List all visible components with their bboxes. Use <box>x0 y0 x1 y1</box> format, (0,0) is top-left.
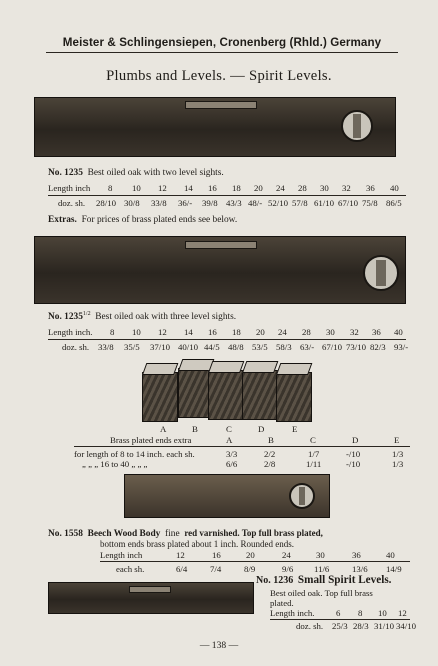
price-cell: 86/5 <box>386 198 402 208</box>
length-cell: 20 <box>256 327 265 337</box>
length-cell: 8 <box>108 183 113 193</box>
item-1235-half-line <box>48 311 236 322</box>
length-cell: 18 <box>232 183 241 193</box>
price-cell: 37/10 <box>150 342 171 352</box>
length-label: Length inch <box>48 183 91 193</box>
item-1236-number: No. 1236 <box>256 575 294 586</box>
price-cell: 11/6 <box>314 564 330 574</box>
ends-cell: 1/11 <box>306 459 322 469</box>
item-1236-desc1: Best oiled oak. Top full brass <box>270 588 373 598</box>
page-title: Plumbs and Levels. — Spirit Levels. <box>106 68 332 84</box>
item-1235-desc: Best oiled oak with two level sights. <box>87 168 224 178</box>
length-cell: 40 <box>390 183 399 193</box>
price-cell: 82/3 <box>370 342 386 352</box>
table-rule <box>48 195 406 196</box>
brass-end-image-e <box>276 372 312 422</box>
item-1235-half-number: No. 1235 <box>48 312 83 323</box>
ends-col-header: C <box>310 435 316 445</box>
item-1236-line <box>256 574 391 586</box>
ends-col-header: A <box>226 435 233 445</box>
length-cell: 32 <box>342 183 351 193</box>
length-cell: 8 <box>110 327 115 337</box>
end-letter: E <box>292 424 298 434</box>
price-cell: 7/4 <box>210 564 222 574</box>
price-cell: 44/5 <box>204 342 220 352</box>
length-cell: 8 <box>358 608 363 618</box>
price-cell: 40/10 <box>178 342 199 352</box>
price-cell: 48/- <box>248 198 263 208</box>
item-1236-desc2: plated. <box>270 598 294 608</box>
level-sight-plate <box>129 586 171 593</box>
ends-cell: 1/7 <box>308 449 320 459</box>
end-letter: C <box>226 424 232 434</box>
length-label: Length inch. <box>270 608 315 618</box>
ends-title: Brass plated ends extra <box>110 435 192 445</box>
length-cell: 12 <box>158 327 167 337</box>
price-label: doz. sh. <box>58 198 86 208</box>
length-cell: 12 <box>398 608 407 618</box>
table-rule <box>270 619 410 620</box>
length-cell: 10 <box>132 327 141 337</box>
item-1558-number: No. 1558 <box>48 529 83 539</box>
price-cell: 67/10 <box>338 198 359 208</box>
level-sight-plate <box>185 241 257 249</box>
length-cell: 20 <box>254 183 263 193</box>
length-cell: 24 <box>282 550 291 560</box>
ends-row-label: „ „ „ 16 to 40 „ „ „ <box>82 459 148 469</box>
length-cell: 40 <box>394 327 403 337</box>
end-letter: A <box>160 424 167 434</box>
price-cell: 36/- <box>178 198 193 208</box>
price-cell: 73/10 <box>346 342 367 352</box>
ends-cell: 1/3 <box>392 449 404 459</box>
brass-end-image-a <box>142 372 178 422</box>
ends-cell: -/10 <box>346 459 361 469</box>
length-cell: 18 <box>232 327 241 337</box>
length-cell: 16 <box>208 327 217 337</box>
price-label: each sh. <box>116 564 145 574</box>
length-cell: 28 <box>302 327 311 337</box>
price-cell: 28/3 <box>353 621 369 631</box>
extras-label: Extras. <box>48 215 77 225</box>
length-cell: 32 <box>350 327 359 337</box>
price-cell: 14/9 <box>386 564 402 574</box>
item-1235-line <box>48 168 224 178</box>
price-cell: 39/8 <box>202 198 218 208</box>
price-cell: 63/- <box>300 342 315 352</box>
price-cell: 6/4 <box>176 564 188 574</box>
end-letter: D <box>258 424 265 434</box>
price-cell: 35/5 <box>124 342 140 352</box>
length-cell: 16 <box>212 550 221 560</box>
price-cell: 13/6 <box>352 564 368 574</box>
length-cell: 20 <box>246 550 255 560</box>
table-rule <box>74 446 410 447</box>
length-cell: 10 <box>378 608 387 618</box>
ends-col-header: D <box>352 435 359 445</box>
price-cell: 9/6 <box>282 564 294 574</box>
brass-end-image-c <box>208 370 244 420</box>
length-cell: 36 <box>372 327 381 337</box>
price-cell: 57/8 <box>292 198 308 208</box>
extras-line <box>48 215 237 225</box>
ends-col-header: E <box>394 435 400 445</box>
item-1558-desc: fine <box>165 529 180 539</box>
page-number: — 138 — <box>199 640 239 651</box>
extras-text: For prices of brass plated ends see below. <box>81 215 238 225</box>
item-1235-number: No. 1235 <box>48 168 83 178</box>
item-1558-title: Beech Wood Body <box>87 529 161 539</box>
item-1235-half-desc: Best oiled oak with three level sights. <box>95 312 237 323</box>
price-cell: 53/5 <box>252 342 268 352</box>
length-label: Length inch. <box>48 327 93 337</box>
price-cell: 25/3 <box>332 621 348 631</box>
level-vial-icon <box>289 483 315 509</box>
price-cell: 52/10 <box>268 198 289 208</box>
table-rule <box>100 561 410 562</box>
length-cell: 40 <box>386 550 395 560</box>
brass-end-image-d <box>242 370 278 420</box>
length-cell: 30 <box>316 550 325 560</box>
price-cell: 33/8 <box>98 342 114 352</box>
item-1558-desc2: bottom ends brass plated about 1 inch. Rounded ends. <box>100 539 294 549</box>
fraction: 1/2 <box>82 311 91 317</box>
length-cell: 30 <box>320 183 329 193</box>
length-cell: 16 <box>208 183 217 193</box>
ends-cell: 1/3 <box>392 459 404 469</box>
price-cell: 61/10 <box>314 198 335 208</box>
length-cell: 36 <box>366 183 375 193</box>
price-cell: 28/10 <box>96 198 117 208</box>
level-vial-icon <box>363 255 399 291</box>
price-cell: 48/8 <box>228 342 244 352</box>
price-label: doz. sh. <box>296 621 324 631</box>
beech-level-image <box>124 474 330 518</box>
header-rule <box>46 52 398 53</box>
length-cell: 36 <box>352 550 361 560</box>
ends-col-header: B <box>268 435 274 445</box>
price-cell: 31/10 <box>374 621 395 631</box>
length-cell: 12 <box>158 183 167 193</box>
price-cell: 34/10 <box>396 621 417 631</box>
price-cell: 75/8 <box>362 198 378 208</box>
length-cell: 28 <box>298 183 307 193</box>
item-1558-desc-bold: red varnished. Top full brass plated, <box>184 528 323 538</box>
spirit-level-image-2 <box>34 236 406 304</box>
ends-cell: 2/2 <box>264 449 276 459</box>
level-sight-plate <box>185 101 257 109</box>
level-vial-icon <box>341 110 373 142</box>
price-cell: 43/3 <box>226 198 242 208</box>
price-cell: 58/3 <box>276 342 292 352</box>
price-cell: 33/8 <box>151 198 167 208</box>
item-1558-line <box>48 528 323 539</box>
item-1236-title: Small Spirit Levels. <box>297 574 392 586</box>
price-cell: 30/8 <box>124 198 140 208</box>
length-cell: 6 <box>336 608 341 618</box>
length-cell: 14 <box>184 327 193 337</box>
length-cell: 30 <box>326 327 335 337</box>
length-cell: 10 <box>132 183 141 193</box>
small-level-image <box>48 582 254 614</box>
ends-row-label: for length of 8 to 14 inch. each sh. <box>74 449 195 459</box>
length-cell: 24 <box>278 327 287 337</box>
price-cell: 67/10 <box>322 342 343 352</box>
length-cell: 24 <box>276 183 285 193</box>
length-label: Length inch <box>100 550 143 560</box>
ends-cell: -/10 <box>346 449 361 459</box>
price-cell: 8/9 <box>244 564 256 574</box>
end-letter: B <box>192 424 198 434</box>
ends-cell: 6/6 <box>226 459 238 469</box>
ends-cell: 2/8 <box>264 459 276 469</box>
price-label: doz. sh. <box>62 342 90 352</box>
ends-cell: 3/3 <box>226 449 238 459</box>
table-rule <box>48 339 406 340</box>
length-cell: 14 <box>184 183 193 193</box>
page-header: Meister & Schlingensiepen, Cronenberg (Rhld.) Germany <box>62 36 382 49</box>
price-cell: 93/- <box>394 342 409 352</box>
spirit-level-image-1 <box>34 97 396 157</box>
length-cell: 12 <box>176 550 185 560</box>
